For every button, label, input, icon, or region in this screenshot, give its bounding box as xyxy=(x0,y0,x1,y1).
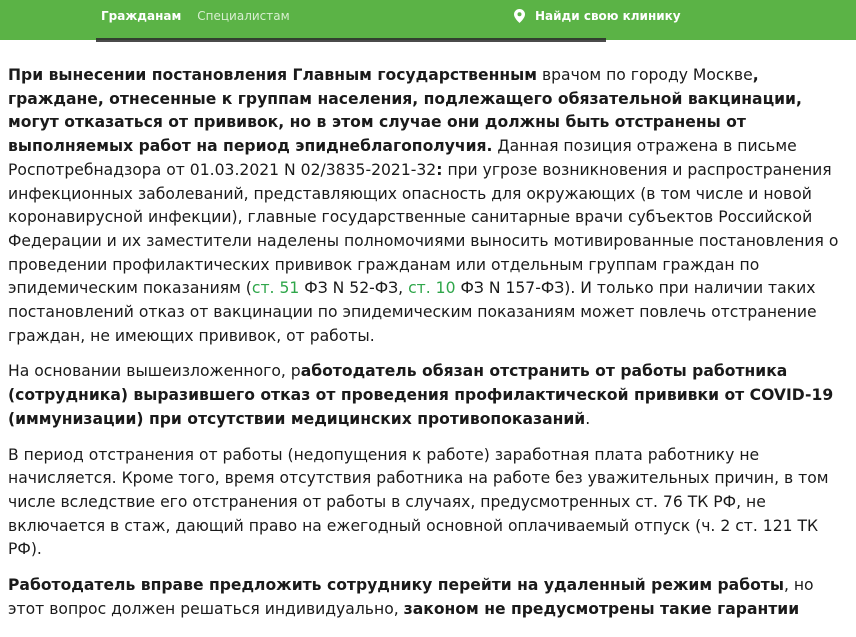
p1-text-1: врачом по городу Москве xyxy=(537,66,753,84)
link-st-51[interactable]: ст. 51 xyxy=(251,279,300,298)
p4-text-1: , но этот вопрос должен решаться индивидуально, xyxy=(8,576,814,618)
p2-text-2: . xyxy=(585,409,591,428)
find-clinic-link[interactable] xyxy=(514,0,681,32)
p1-bold-1: При вынесении постановления Главным государственным xyxy=(8,66,538,84)
nav-citizens[interactable]: Гражданам xyxy=(101,9,182,23)
paragraph-1 xyxy=(8,64,854,348)
nav-specialists[interactable]: Специалистам xyxy=(197,9,290,23)
top-navigation-bar xyxy=(0,0,856,40)
p1-text-6: ФЗ N 157-ФЗ). И только при наличии таких постановлений отказ от вакцинации по эпидемическим показаниям может повлечь отстранение граждан, не имеющих прививок, от работы. xyxy=(8,279,817,345)
cropped-text-remnant xyxy=(96,38,606,42)
p2-bold-1: аботодатель обязан отстранить от работы работника (сотрудника) выразившего отказ от проведения профилактической прививки от COVID-19 (иммунизации) при отсутствии медицинских противопоказаний xyxy=(8,362,834,428)
p1-text-4: при угрозе возникновения и распространения инфекционных заболеваний, представляющих опасность для окружающих (в том числе и новой коронавирусной инфекции), главные государственные санитарные врачи субъектов Российской Федерации и их заместители наделены полномочиями выносить мотивированные постановления о проведении профилактических прививок гражданам или отдельным группам граждан по эпидемическим показаниям ( xyxy=(8,160,839,298)
find-clinic-label: Найди свою клинику xyxy=(535,9,681,23)
article-body xyxy=(8,64,854,633)
audience-nav xyxy=(101,0,290,32)
p2-text-1: На основании вышеизложенного, р xyxy=(8,362,301,381)
p1-bold-3: : xyxy=(436,160,443,179)
p1-comma: , xyxy=(752,66,759,84)
p4-bold-2: законом не предусмотрены такие гарантии xyxy=(403,599,800,618)
paragraph-4 xyxy=(8,574,854,621)
p1-text-3: Данная позиция отражена в письме Роспотребнадзора от 01.03.2021 N 02/3835-2021-32 xyxy=(8,137,797,179)
p4-bold-1: Работодатель вправе предложить сотруднику перейти на удаленный режим работы xyxy=(8,576,784,595)
paragraph-3: В период отстранения от работы (недопущения к работе) заработная плата работнику не начисляется. Кроме того, время отсутствия работника на работе без уважительных причин, в том числе вследствие его отстранения от работы в случаях, предусмотренных ст. 76 ТК РФ, не включается в стаж, дающий право на ежегодный основной оплачиваемый отпуск (ч. 2 ст. 121 ТК РФ). xyxy=(8,445,829,559)
paragraph-2 xyxy=(8,360,854,431)
p1-bold-2: граждане, отнесенные к группам населения, подлежащего обязательной вакцинации, могут отказаться от прививок, но в этом случае они должны быть отстранены от выполняемых работ на период эпиднеблагополучия. xyxy=(8,89,802,156)
p1-text-5: ФЗ N 52-ФЗ, xyxy=(299,279,409,298)
link-st-10[interactable]: ст. 10 xyxy=(408,279,456,298)
location-pin-icon xyxy=(514,9,525,23)
